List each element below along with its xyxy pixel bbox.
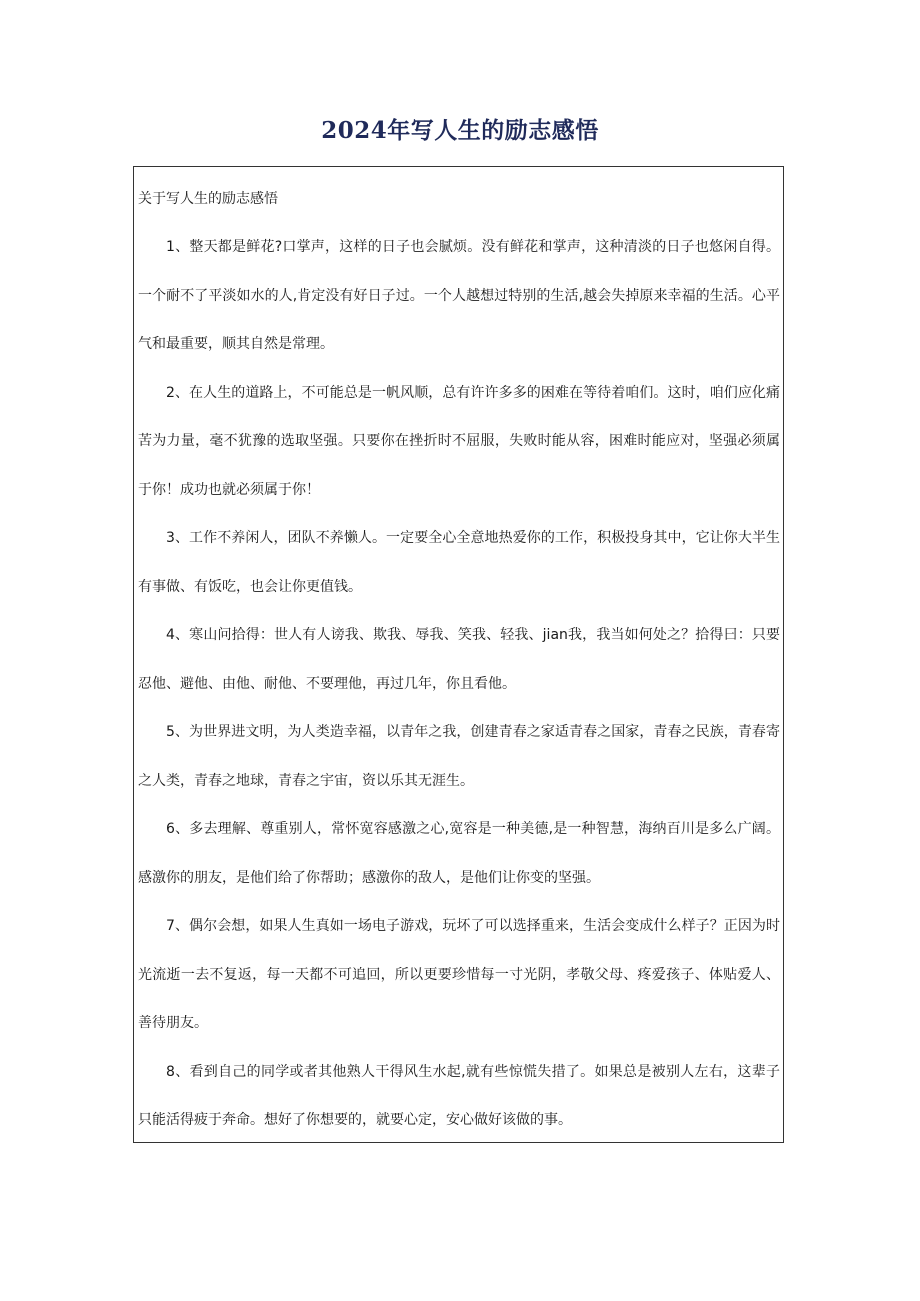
paragraph-4: 4、寒山问拾得：世人有人谤我、欺我、辱我、笑我、轻我、jian我，我当如何处之？拾得曰：只要忍他、避他、由他、耐他、不要理他，再过几年，你且看他。 [138, 627, 780, 692]
paragraph-2: 2、在人生的道路上，不可能总是一帆风顺，总有许许多多的困难在等待着咱们。这时，咱们应化痛苦为力量，毫不犹豫的选取坚强。只要你在挫折时不屈服，失败时能从容，困难时能应对，坚强必须属于你！成功也就必须属于你！ [138, 384, 780, 498]
content-box [133, 166, 784, 1143]
document-title: 2024年写人生的励志感悟 [321, 117, 599, 144]
paragraph-8: 8、看到自己的同学或者其他熟人干得风生水起,就有些惊慌失措了。如果总是被别人左右，这辈子只能活得疲于奔命。想好了你想要的，就要心定，安心做好该做的事。 [138, 1063, 780, 1128]
paragraph-3: 3、工作不养闲人，团队不养懒人。一定要全心全意地热爱你的工作，积极投身其中，它让你大半生有事做、有饭吃，也会让你更值钱。 [138, 530, 780, 595]
paragraph-7: 7、偶尔会想，如果人生真如一场电子游戏，玩坏了可以选择重来，生活会变成什么样子？正因为时光流逝一去不复返，每一天都不可追回，所以更要珍惜每一寸光阴，孝敬父母、疼爱孩子、体贴爱人、善待朋友。 [138, 918, 780, 1031]
paragraph-1: 1、整天都是鲜花?口掌声，这样的日子也会腻烦。没有鲜花和掌声，这种清淡的日子也悠闲自得。一个耐不了平淡如水的人,肯定没有好日子过。一个人越想过特别的生活,越会失掉原来幸福的生活。心平气和最重要，顺其自然是常理。 [138, 239, 780, 352]
paragraph-5: 5、为世界进文明，为人类造幸福，以青年之我，创建青春之家适青春之国家，青春之民族，青春寄之人类，青春之地球，青春之宇宙，资以乐其无涯生。 [138, 724, 780, 789]
paragraph-6: 6、多去理解、尊重别人，常怀宽容感激之心,宽容是一种美德,是一种智慧，海纳百川是多么广阔。感激你的朋友，是他们给了你帮助；感激你的敌人，是他们让你变的坚强。 [138, 821, 780, 886]
intro-heading: 关于写人生的励志感悟 [138, 191, 278, 207]
